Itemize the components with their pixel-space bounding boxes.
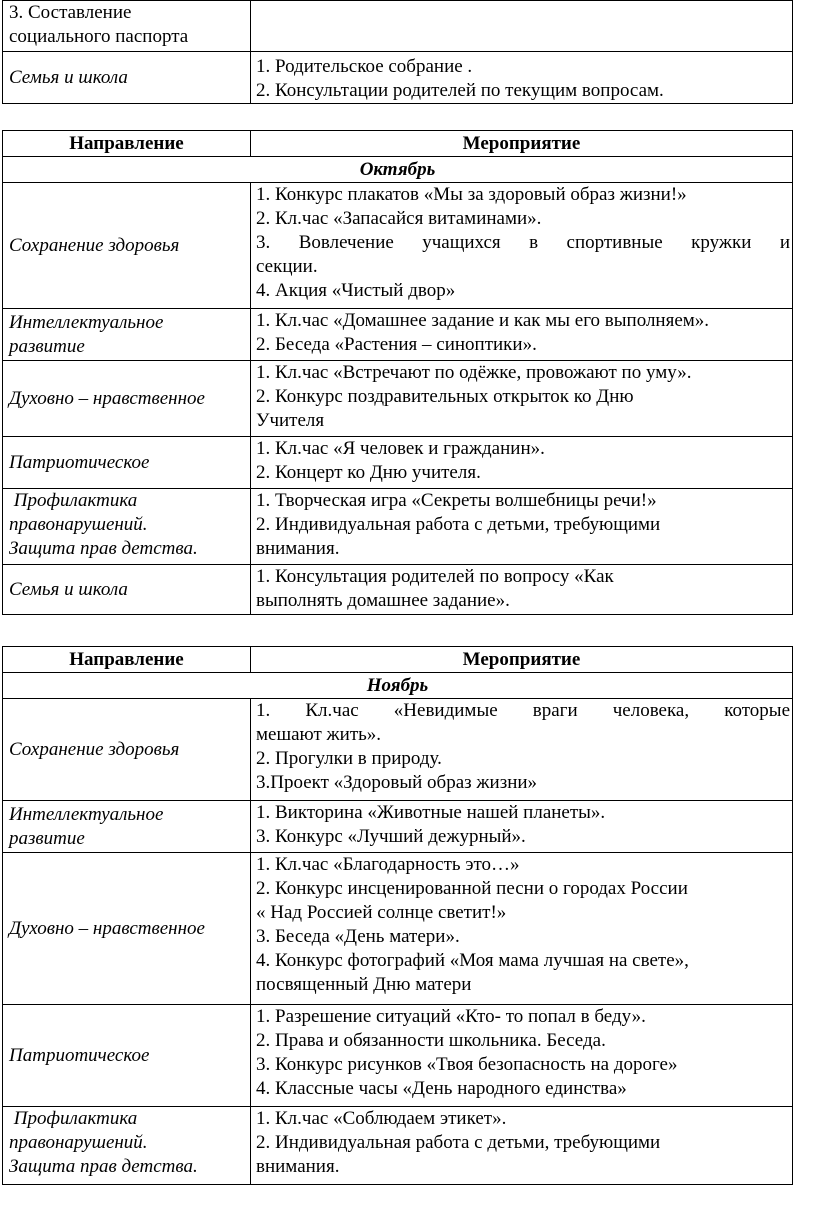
event-cell xyxy=(251,699,793,801)
cell-line: Интеллектуальное xyxy=(9,311,164,333)
direction-cell xyxy=(3,437,251,489)
table-row xyxy=(3,489,793,565)
direction-cell xyxy=(3,699,251,801)
direction-cell xyxy=(3,1,251,52)
cell-line: 1. Родительское собрание . xyxy=(256,56,473,77)
cell-line: 1. Творческая игра «Секреты волшебницы речи!» xyxy=(256,490,657,511)
table-row xyxy=(3,183,793,309)
cell-line: 4. Классные часы «День народного единства» xyxy=(256,1078,627,1099)
cell-line: 2. Концерт ко Дню учителя. xyxy=(256,462,481,483)
direction-header: Направление xyxy=(3,647,251,673)
event-cell xyxy=(251,1107,793,1185)
direction-cell xyxy=(3,853,251,1005)
table-row xyxy=(3,1107,793,1185)
cell-line: Сохранение здоровья xyxy=(9,738,180,760)
cell-line: 2. Индивидуальная работа с детьми, требующими xyxy=(256,1132,661,1153)
top-plan-table xyxy=(2,0,793,104)
cell-line: 3. Конкурс рисунков «Твоя безопасность на дороге» xyxy=(256,1054,678,1075)
direction-header: Направление xyxy=(3,131,251,157)
table-row xyxy=(3,801,793,853)
cell-line: правонарушений. xyxy=(9,514,148,535)
october-plan-table xyxy=(2,130,793,615)
event-cell xyxy=(251,853,793,1005)
event-cell xyxy=(251,1005,793,1107)
cell-line: 2. Конкурс поздравительных открыток ко Дню xyxy=(256,386,634,407)
cell-line: 3. Беседа «День матери». xyxy=(256,926,460,947)
event-header: Мероприятие xyxy=(251,131,793,157)
direction-cell xyxy=(3,489,251,565)
table-row xyxy=(3,1,793,52)
cell-line: развитие xyxy=(9,827,85,849)
cell-line: Профилактика xyxy=(9,1108,138,1129)
month-row xyxy=(3,673,793,699)
cell-line: 2. Прогулки в природу. xyxy=(256,748,442,769)
november-plan-table xyxy=(2,646,793,1185)
direction-cell xyxy=(3,565,251,615)
cell-line: 1. Кл.час «Соблюдаем этикет». xyxy=(256,1108,507,1129)
cell-line: 3. Составление xyxy=(9,2,132,23)
cell-line: 1. Кл.час «Благодарность это…» xyxy=(256,854,520,875)
event-cell xyxy=(251,1,793,52)
event-cell xyxy=(251,801,793,853)
month-title: Октябрь xyxy=(3,157,793,183)
cell-line: 1. Кл.час «Я человек и гражданин». xyxy=(256,438,545,459)
cell-line: внимания. xyxy=(256,1156,340,1177)
cell-line: 3.Проект «Здоровый образ жизни» xyxy=(256,772,538,793)
direction-cell xyxy=(3,183,251,309)
cell-line: 1. Конкурс плакатов «Мы за здоровый образ жизни!» xyxy=(256,184,687,205)
direction-cell xyxy=(3,361,251,437)
cell-line: 2. Индивидуальная работа с детьми, требующими xyxy=(256,514,661,535)
table-row xyxy=(3,1005,793,1107)
cell-line: 4. Акция «Чистый двор» xyxy=(256,280,456,301)
month-title: Ноябрь xyxy=(3,673,793,699)
cell-line: 1. Кл.час «Встречают по одёжке, провожают по уму». xyxy=(256,362,692,383)
cell-line: мешают жить». xyxy=(256,724,382,745)
cell-line: 1. Викторина «Животные нашей планеты». xyxy=(256,802,606,823)
event-header: Мероприятие xyxy=(251,647,793,673)
cell-line: Патриотическое xyxy=(9,451,150,473)
cell-line: 2. Права и обязанности школьника. Беседа. xyxy=(256,1030,606,1051)
cell-line: Патриотическое xyxy=(9,1044,150,1066)
table-row xyxy=(3,361,793,437)
month-row xyxy=(3,157,793,183)
cell-line: развитие xyxy=(9,335,85,357)
cell-line: 2. Беседа «Растения – синоптики». xyxy=(256,334,537,355)
table-row xyxy=(3,565,793,615)
cell-line: правонарушений. xyxy=(9,1132,148,1153)
table-row xyxy=(3,699,793,801)
cell-line: социального паспорта xyxy=(9,26,189,47)
event-cell xyxy=(251,52,793,104)
cell-line: Защита прав детства. xyxy=(9,538,198,559)
event-cell xyxy=(251,183,793,309)
table-row xyxy=(3,309,793,361)
cell-line: 2. Кл.час «Запасайся витаминами». xyxy=(256,208,542,229)
direction-cell xyxy=(3,1005,251,1107)
event-cell xyxy=(251,361,793,437)
cell-line: внимания. xyxy=(256,538,340,559)
cell-line: 2. Консультации родителей по текущим вопросам. xyxy=(256,80,664,101)
cell-line: Сохранение здоровья xyxy=(9,234,180,256)
cell-line: 2. Конкурс инсценированной песни о городах России xyxy=(256,878,688,899)
cell-line: Учителя xyxy=(256,410,325,431)
header-row xyxy=(3,131,793,157)
header-row xyxy=(3,647,793,673)
direction-cell xyxy=(3,52,251,104)
event-cell xyxy=(251,489,793,565)
cell-line: посвященный Дню матери xyxy=(256,974,472,995)
direction-cell xyxy=(3,309,251,361)
cell-line: 3. Конкурс «Лучший дежурный». xyxy=(256,826,526,847)
event-cell xyxy=(251,565,793,615)
cell-line: Защита прав детства. xyxy=(9,1156,198,1177)
cell-line: 3. Вовлечение учащихся в спортивные кружки и xyxy=(256,232,790,253)
cell-line: 1. Кл.час «Невидимые враги человека, которые xyxy=(256,700,790,721)
event-cell xyxy=(251,437,793,489)
cell-line: 1. Разрешение ситуаций «Кто- то попал в беду». xyxy=(256,1006,646,1027)
cell-line: 1. Консультация родителей по вопросу «Как xyxy=(256,566,614,587)
cell-line: секции. xyxy=(256,256,318,277)
cell-line: « Над Россией солнце светит!» xyxy=(256,902,507,923)
table-row xyxy=(3,52,793,104)
cell-line: 1. Кл.час «Домашнее задание и как мы его выполняем». xyxy=(256,310,710,331)
cell-line: Духовно – нравственное xyxy=(9,917,205,939)
cell-line: 4. Конкурс фотографий «Моя мама лучшая на свете», xyxy=(256,950,689,971)
cell-line: Семья и школа xyxy=(9,578,128,600)
table-row xyxy=(3,853,793,1005)
cell-line: Семья и школа xyxy=(9,66,128,88)
cell-line: выполнять домашнее задание». xyxy=(256,590,510,611)
event-cell xyxy=(251,309,793,361)
direction-cell xyxy=(3,801,251,853)
table-row xyxy=(3,437,793,489)
cell-line: Интеллектуальное xyxy=(9,803,164,825)
direction-cell xyxy=(3,1107,251,1185)
cell-line: Духовно – нравственное xyxy=(9,387,205,409)
cell-line: Профилактика xyxy=(9,490,138,511)
